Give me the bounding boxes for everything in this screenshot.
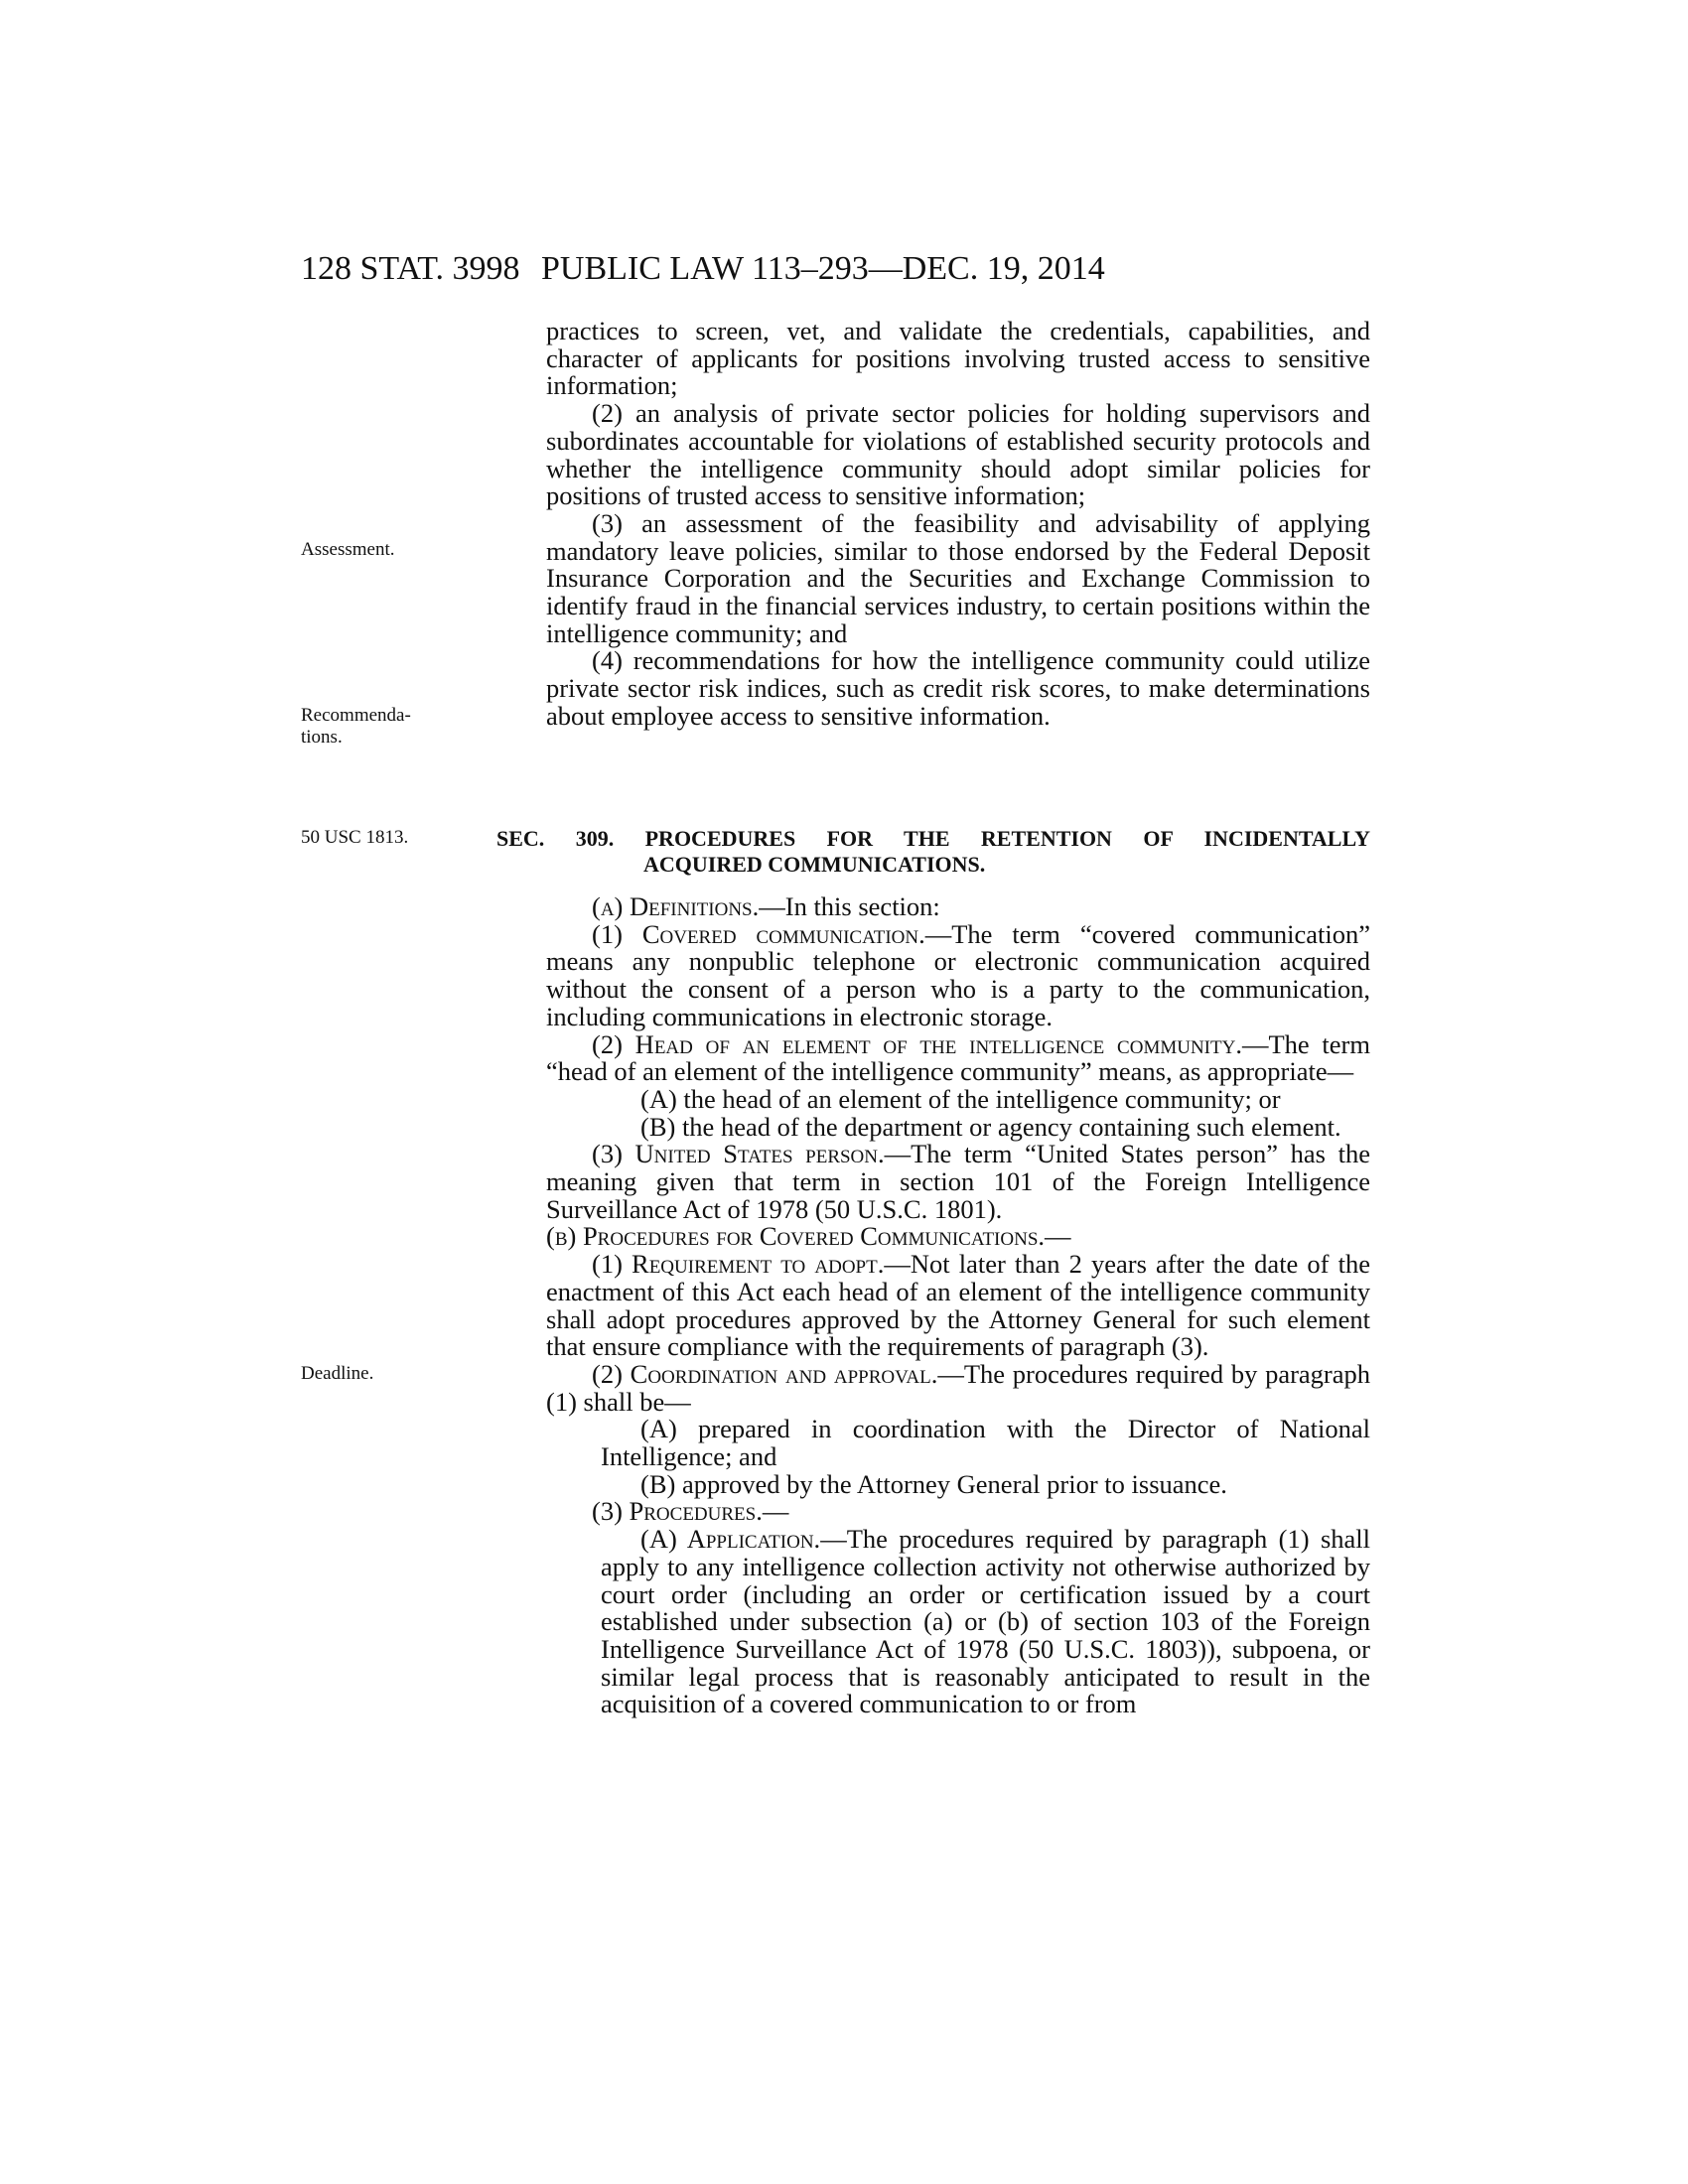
definition-3-text: —The term “United States person” has the meaning given that term in section 101 of the Foreign Intelligence Surveillance Act of 1978 (50 U.S.C. 1801). <box>546 1139 1370 1224</box>
procedure-2 <box>546 1358 1371 1417</box>
definition-2-label: (2) Head of an element of the intelligence community. <box>592 1028 1242 1059</box>
procedure-3a <box>546 1526 1370 1718</box>
subsection-b-text: — <box>1045 1221 1071 1252</box>
procedure-3-label: (3) Procedures. <box>592 1496 763 1527</box>
definition-2-text: —The term “head of an element of the intelligence community” means, as appropriate— <box>546 1028 1370 1087</box>
margin-note-line: tions. <box>301 727 343 748</box>
subsection-b-label: (b) Procedures for Covered Communications. <box>546 1221 1046 1252</box>
margin-note-recommendations <box>301 705 411 749</box>
paragraph-4: (4) recommendations for how the intelligence community could utilize private sector risk indices, such as credit risk scores, to make determinations about employee access to sensitive information. <box>546 645 1370 731</box>
procedure-1-label: (1) Requirement to adopt. <box>592 1249 885 1280</box>
subsection-b <box>546 1223 1370 1251</box>
margin-note-assessment: Assessment. <box>301 539 395 560</box>
paragraph-3: (3) an assessment of the feasibility and advisability of applying mandatory leave policies, similar to those endorsed by the Federal Deposit Insurance Corporation and the Securities and Exchange Commission to identify fraud in the financial services industry, to certain positions within the intelligence community; and <box>546 507 1370 648</box>
margin-note-line: Recommenda- <box>301 705 411 726</box>
procedure-2a: (A) prepared in coordination with the Director of National Intelligence; and <box>601 1414 1370 1472</box>
margin-note-deadline: Deadline. <box>301 1363 374 1384</box>
section-heading <box>496 826 1370 878</box>
subsection-a-label: (a) Definitions. <box>592 891 760 921</box>
procedure-3a-label: (A) Application. <box>640 1524 821 1555</box>
top-text-block <box>546 318 1370 731</box>
margin-note-usc: 50 USC 1813. <box>301 827 409 848</box>
procedure-3 <box>546 1498 1370 1526</box>
definition-3-label: (3) United States person. <box>592 1139 885 1169</box>
section-body <box>546 893 1370 1718</box>
definition-1-text: —The term “covered communication” means any nonpublic telephone or electronic communication acquired without the consent of a person who is a party to the communication, including communications in electronic storage. <box>546 918 1370 1031</box>
definition-2a: (A) the head of an element of the intelligence community; or <box>640 1083 1281 1114</box>
procedure-1-text: —Not later than 2 years after the date of the enactment of this Act each head of an element of the intelligence community shall adopt procedures approved by the Attorney General for such element that ensure compliance with the requirements of paragraph (3). <box>546 1249 1370 1362</box>
definition-1 <box>546 918 1370 1031</box>
section-heading-line2: ACQUIRED COMMUNICATIONS. <box>643 852 986 877</box>
procedure-1 <box>546 1251 1370 1361</box>
paragraph-continued: practices to screen, vet, and validate the credentials, capabilities, and character of applicants for positions involving trusted access to sensitive information; <box>546 316 1370 401</box>
paragraph-2: (2) an analysis of private sector policies for holding supervisors and subordinates accountable for violations of established security protocols and whether the intelligence community should adopt similar policies for positions of trusted access to sensitive information; <box>546 398 1370 511</box>
definition-3 <box>546 1141 1370 1223</box>
procedure-2-text: —The procedures required by paragraph (1) shall be— <box>546 1358 1371 1417</box>
subsection-a <box>546 893 1370 921</box>
procedure-2-label: (2) Coordination and approval. <box>592 1358 938 1389</box>
page-running-title: PUBLIC LAW 113–293—DEC. 19, 2014 <box>541 250 1105 287</box>
page-stat-number: 128 STAT. 3998 <box>301 250 520 287</box>
subsection-a-text: —In this section: <box>759 891 940 921</box>
definition-1-label: (1) Covered communication. <box>592 918 925 949</box>
procedure-2b: (B) approved by the Attorney General prior to issuance. <box>640 1468 1227 1499</box>
procedure-3a-text: —The procedures required by paragraph (1) shall apply to any intelligence collection activity not otherwise authorized by court order (including an order or certification issued by a court established under subsection (a) or (b) of section 103 of the Foreign Intelligence Surveillance Act of 1978 (50 U.S.C. 1803)), subpoena, or similar legal process that is reasonably anticipated to result in the acquisition of a covered communication to or from <box>601 1524 1370 1719</box>
section-heading-line1: SEC. 309. PROCEDURES FOR THE RETENTION OF INCIDENTALLY <box>496 826 1370 851</box>
definition-2b: (B) the head of the department or agency containing such element. <box>640 1111 1341 1142</box>
definition-2 <box>546 1028 1370 1087</box>
procedure-3-text: — <box>762 1496 789 1527</box>
